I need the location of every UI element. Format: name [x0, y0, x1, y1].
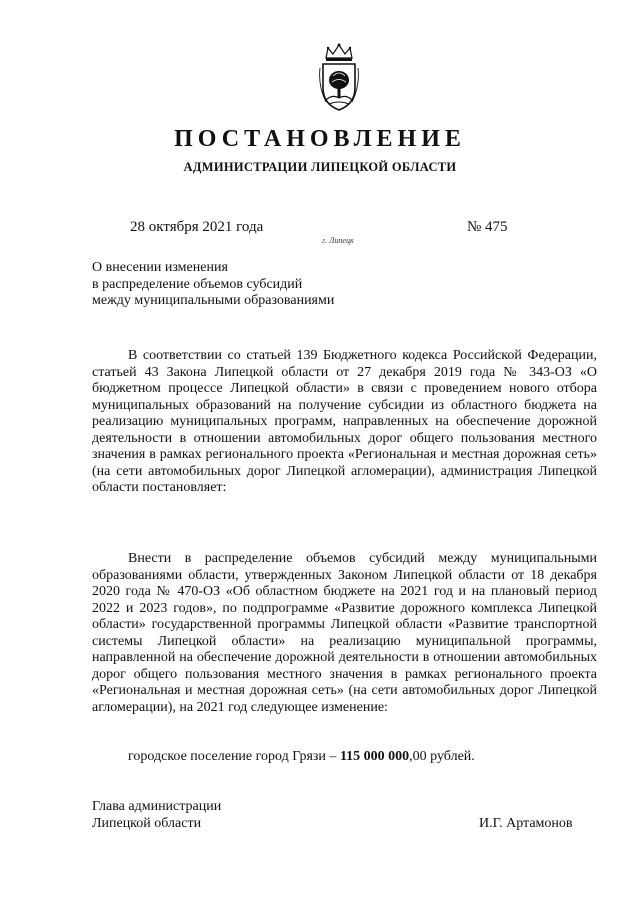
recipient-text: городское поселение город Грязи – — [128, 749, 340, 764]
body-paragraph-2: Внести в распределение объемов субсидий между муниципальными образованиями области, утвержденных Законом Липецкой области от 18 декабря 2020 года № 470-ОЗ «Об областном бюджете на 2021 год и на плановый период 2022 и 2023 годов», по подпрограмме «Развитие дорожного комплекса Липецкой области» государственной программы Липецкой области «Развитие транспортной системы Липецкой области» на реализацию муниципальной программы, направленной на обеспечение дорожной деятельности в отношении автомобильных дорог общего пользования местного значения в рамках регионального проекта «Региональная и местная дорожная сеть» (на сети автомобильных дорог Липецкой агломерации), на 2021 год следующее изменение: — [92, 551, 597, 715]
document-title: ПОСТАНОВЛЕНИЕ — [174, 126, 466, 152]
amount-suffix: ,00 рублей. — [409, 749, 475, 764]
subject-line: в распределение объемов субсидий — [92, 276, 303, 292]
signatory-position — [92, 799, 221, 832]
body-paragraph-1: В соответствии со статьей 139 Бюджетного кодекса Российской Федерации, статьей 43 Закона Липецкой области от 27 декабря 2019 года № 343-ОЗ «О бюджетном процессе Липецкой области» в связи с проведением нового отбора муниципальных образований на получение субсидии из областного бюджета на реализацию муниципальных программ, направленных на обеспечение дорожной деятельности в отношении автомобильных дорог общего пользования местного значения в рамках регионального проекта «Региональная и местная дорожная сеть» (на сети автомобильных дорог Липецкой агломерации), администрация Липецкой области постановляет: — [92, 348, 597, 495]
position-line: Липецкой области — [92, 815, 202, 831]
position-line: Глава администрации — [92, 799, 222, 814]
document-number: № 475 — [467, 219, 508, 235]
document-subject — [92, 260, 334, 310]
body-paragraph-3 — [92, 749, 597, 766]
subject-line: между муниципальными образованиями — [92, 293, 335, 308]
subsidy-amount: 115 000 000 — [339, 749, 410, 764]
document-subtitle: АДМИНИСТРАЦИИ ЛИПЕЦКОЙ ОБЛАСТИ — [183, 160, 457, 174]
signatory-name: И.Г. Артамонов — [479, 816, 573, 831]
document-city: г. Липецк — [322, 236, 354, 245]
document-date: 28 октября 2021 года — [130, 219, 264, 235]
subject-line: О внесении изменения — [92, 260, 228, 275]
coat-of-arms-icon — [318, 42, 360, 112]
